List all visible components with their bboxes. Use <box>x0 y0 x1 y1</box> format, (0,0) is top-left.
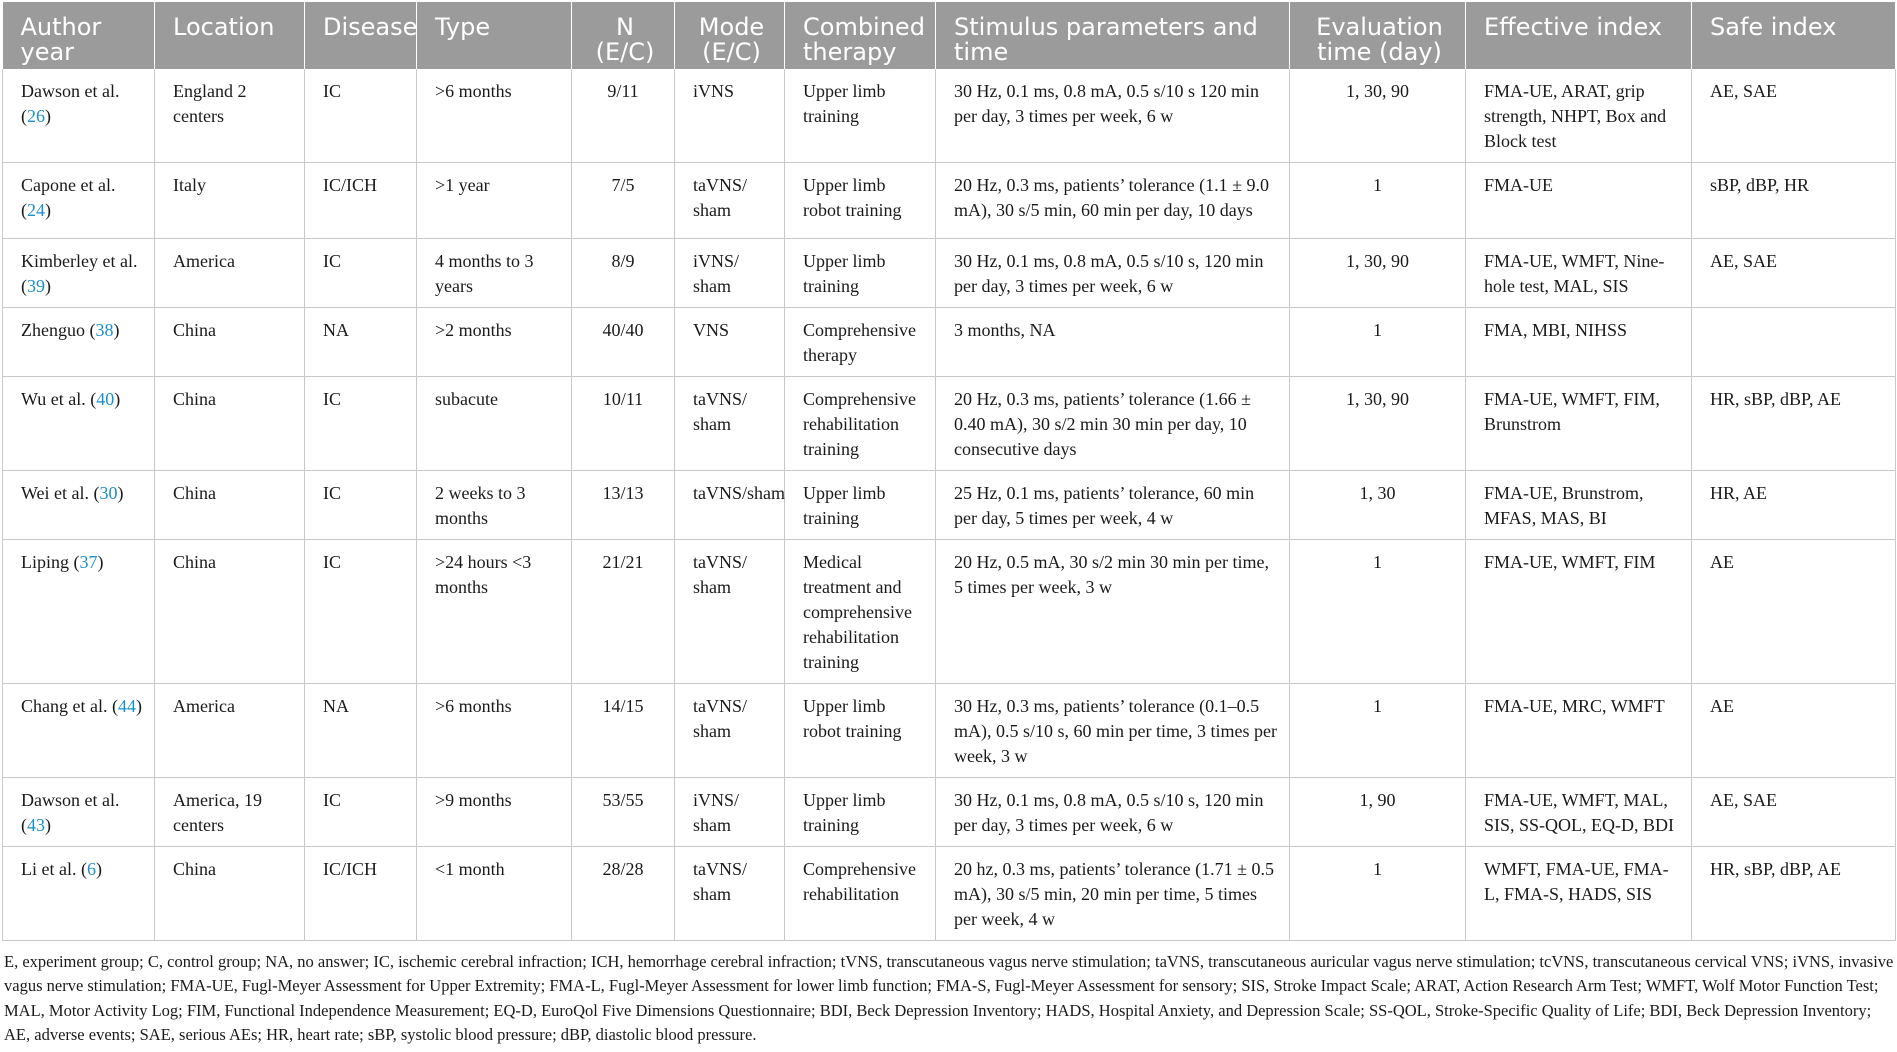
author-close-paren: ) <box>45 276 51 296</box>
safe-index-cell: AE, SAE <box>1692 69 1896 163</box>
stimulus-parameters-cell: 20 hz, 0.3 ms, patients’ tolerance (1.71 ± 0.5 mA), 30 s/5 min, 20 min per time, 5 times per week, 4 w <box>936 847 1290 941</box>
table-row <box>3 471 1896 540</box>
location-cell: China <box>155 847 305 941</box>
author-cell <box>3 69 155 163</box>
effective-index-cell: FMA, MBI, NIHSS <box>1466 308 1692 377</box>
sample-size-cell: 7/5 <box>572 163 675 239</box>
reference-link[interactable]: 44 <box>117 696 136 716</box>
disease-cell: IC <box>305 377 417 471</box>
sample-size-cell: 53/55 <box>572 778 675 847</box>
author-name: Li et al. ( <box>21 859 87 879</box>
disease-cell: IC/ICH <box>305 163 417 239</box>
combined-therapy-cell: Medical treatment and comprehensive rehabilitation training <box>785 540 936 684</box>
author-cell <box>3 239 155 308</box>
combined-therapy-cell: Upper limb robot training <box>785 684 936 778</box>
author-name: Dawson et al. ( <box>21 81 120 126</box>
combined-therapy-cell: Upper limb training <box>785 778 936 847</box>
author-close-paren: ) <box>97 552 104 572</box>
author-close-paren: ) <box>113 320 120 340</box>
safe-index-cell: AE <box>1692 540 1896 684</box>
evaluation-time-cell: 1, 30, 90 <box>1290 69 1466 163</box>
author-name: Zhenguo ( <box>21 320 96 340</box>
table-row <box>3 239 1896 308</box>
column-header: Disease <box>305 2 417 69</box>
header-row <box>3 2 1896 69</box>
type-cell: 4 months to 3 years <box>417 239 572 308</box>
mode-cell: taVNS/ sham <box>675 377 785 471</box>
disease-cell: IC <box>305 540 417 684</box>
author-close-paren: ) <box>45 815 51 835</box>
author-name: Capone et al. ( <box>21 175 116 220</box>
sample-size-cell: 9/11 <box>572 69 675 163</box>
safe-index-cell: AE, SAE <box>1692 778 1896 847</box>
sample-size-cell: 21/21 <box>572 540 675 684</box>
mode-cell: VNS <box>675 308 785 377</box>
column-header: Stimulus parameters and time <box>936 2 1290 69</box>
type-cell: >2 months <box>417 308 572 377</box>
column-header: Location <box>155 2 305 69</box>
column-header: Evaluation time (day) <box>1290 2 1466 69</box>
table-body <box>3 69 1896 941</box>
effective-index-cell: FMA-UE, Brunstrom, MFAS, MAS, BI <box>1466 471 1692 540</box>
stimulus-parameters-cell: 20 Hz, 0.3 ms, patients’ tolerance (1.66 ± 0.40 mA), 30 s/2 min 30 min per day, 10 consecutive days <box>936 377 1290 471</box>
table-footnote: E, experiment group; C, control group; NA, no answer; IC, ischemic cerebral infraction; ICH, hemorrhage cerebral infraction; tVNS, transcutaneous vagus nerve stimulation; taVNS, transcutaneous auricular vagus nerve stimulation; tcVNS, transcutaneous cervical VNS; iVNS, invasive vagus nerve stimulation; FMA-UE, Fugl-Meyer Assessment for Upper Extremity; FMA-L, Fugl-Meyer Assessment for lower limb function; FMA-S, Fugl-Meyer Assessment for sensory; SIS, Stroke Impact Scale; ARAT, Action Research Arm Test; WMFT, Wolf Motor Function Test; MAL, Motor Activity Log; FIM, Functional Independence Measurement; EQ-D, EuroQol Five Dimensions Questionnaire; BDI, Beck Depression Inventory; HADS, Hospital Anxiety, and Depression Scale; SS-QOL, Stroke-Specific Quality of Life; BDI, Beck Depression Inventory; AE, adverse events; SAE, serious AEs; HR, heart rate; sBP, systolic blood pressure; dBP, diastolic blood pressure. <box>4 952 1894 1045</box>
effective-index-cell: FMA-UE, MRC, WMFT <box>1466 684 1692 778</box>
location-cell: America, 19 centers <box>155 778 305 847</box>
disease-cell: IC <box>305 69 417 163</box>
table-row <box>3 778 1896 847</box>
type-cell: 2 weeks to 3 months <box>417 471 572 540</box>
evaluation-time-cell: 1, 30, 90 <box>1290 377 1466 471</box>
author-close-paren: ) <box>117 483 124 503</box>
author-cell <box>3 847 155 941</box>
evaluation-time-cell: 1, 30 <box>1290 471 1466 540</box>
disease-cell: IC <box>305 239 417 308</box>
author-cell <box>3 778 155 847</box>
location-cell: China <box>155 471 305 540</box>
column-header: Combined therapy <box>785 2 936 69</box>
author-name: Kimberley et al. ( <box>21 251 138 296</box>
safe-index-cell: AE <box>1692 684 1896 778</box>
stimulus-parameters-cell: 30 Hz, 0.1 ms, 0.8 mA, 0.5 s/10 s, 120 min per day, 3 times per week, 6 w <box>936 778 1290 847</box>
stimulus-parameters-cell: 20 Hz, 0.3 ms, patients’ tolerance (1.1 ± 9.0 mA), 30 s/5 min, 60 min per day, 10 days <box>936 163 1290 239</box>
location-cell: America <box>155 684 305 778</box>
effective-index-cell: FMA-UE, WMFT, Nine-hole test, MAL, SIS <box>1466 239 1692 308</box>
mode-cell: taVNS/ sham <box>675 540 785 684</box>
type-cell: >24 hours <3 months <box>417 540 572 684</box>
reference-link[interactable]: 26 <box>27 106 45 126</box>
type-cell: <1 month <box>417 847 572 941</box>
disease-cell: NA <box>305 308 417 377</box>
location-cell: Italy <box>155 163 305 239</box>
evaluation-time-cell: 1 <box>1290 308 1466 377</box>
stimulus-parameters-cell: 3 months, NA <box>936 308 1290 377</box>
type-cell: >6 months <box>417 69 572 163</box>
stimulus-parameters-cell: 20 Hz, 0.5 mA, 30 s/2 min 30 min per time, 5 times per week, 3 w <box>936 540 1290 684</box>
table-row <box>3 540 1896 684</box>
sample-size-cell: 10/11 <box>572 377 675 471</box>
stimulus-parameters-cell: 30 Hz, 0.3 ms, patients’ tolerance (0.1–0.5 mA), 0.5 s/10 s, 60 min per time, 3 times per week, 3 w <box>936 684 1290 778</box>
combined-therapy-cell: Upper limb robot training <box>785 163 936 239</box>
author-name: Wei et al. ( <box>21 483 100 503</box>
sample-size-cell: 13/13 <box>572 471 675 540</box>
evaluation-time-cell: 1, 90 <box>1290 778 1466 847</box>
reference-link[interactable]: 24 <box>27 200 45 220</box>
combined-therapy-cell: Upper limb training <box>785 239 936 308</box>
author-name: Wu et al. ( <box>21 389 97 409</box>
mode-cell: taVNS/ sham <box>675 847 785 941</box>
author-cell <box>3 540 155 684</box>
reference-link[interactable]: 39 <box>27 276 45 296</box>
type-cell: >6 months <box>417 684 572 778</box>
effective-index-cell: WMFT, FMA-UE, FMA-L, FMA-S, HADS, SIS <box>1466 847 1692 941</box>
combined-therapy-cell: Upper limb training <box>785 471 936 540</box>
table-row <box>3 847 1896 941</box>
author-cell <box>3 471 155 540</box>
reference-link[interactable]: 43 <box>27 815 45 835</box>
author-close-paren: ) <box>45 200 51 220</box>
sample-size-cell: 28/28 <box>572 847 675 941</box>
location-cell: England 2 centers <box>155 69 305 163</box>
evaluation-time-cell: 1 <box>1290 163 1466 239</box>
stimulus-parameters-cell: 30 Hz, 0.1 ms, 0.8 mA, 0.5 s/10 s 120 min per day, 3 times per week, 6 w <box>936 69 1290 163</box>
table-row <box>3 69 1896 163</box>
column-header: Mode (E/C) <box>675 2 785 69</box>
study-table-container <box>2 2 1895 941</box>
evaluation-time-cell: 1 <box>1290 540 1466 684</box>
disease-cell: IC <box>305 471 417 540</box>
evaluation-time-cell: 1 <box>1290 684 1466 778</box>
safe-index-cell: HR, AE <box>1692 471 1896 540</box>
combined-therapy-cell: Comprehensive rehabilitation <box>785 847 936 941</box>
location-cell: China <box>155 377 305 471</box>
safe-index-cell: HR, sBP, dBP, AE <box>1692 377 1896 471</box>
combined-therapy-cell: Comprehensive rehabilitation training <box>785 377 936 471</box>
effective-index-cell: FMA-UE, ARAT, grip strength, NHPT, Box and Block test <box>1466 69 1692 163</box>
mode-cell: taVNS/ sham <box>675 684 785 778</box>
type-cell: subacute <box>417 377 572 471</box>
sample-size-cell: 14/15 <box>572 684 675 778</box>
table-row <box>3 377 1896 471</box>
disease-cell: NA <box>305 684 417 778</box>
location-cell: America <box>155 239 305 308</box>
effective-index-cell: FMA-UE, WMFT, FIM <box>1466 540 1692 684</box>
stimulus-parameters-cell: 30 Hz, 0.1 ms, 0.8 mA, 0.5 s/10 s, 120 min per day, 3 times per week, 6 w <box>936 239 1290 308</box>
author-close-paren: ) <box>95 859 102 879</box>
combined-therapy-cell: Upper limb training <box>785 69 936 163</box>
reference-link[interactable]: 6 <box>86 859 96 879</box>
evaluation-time-cell: 1, 30, 90 <box>1290 239 1466 308</box>
mode-cell: taVNS/ sham <box>675 163 785 239</box>
column-header: Effective index <box>1466 2 1692 69</box>
type-cell: >9 months <box>417 778 572 847</box>
combined-therapy-cell: Comprehensive therapy <box>785 308 936 377</box>
reference-link[interactable]: 30 <box>99 483 118 503</box>
safe-index-cell: sBP, dBP, HR <box>1692 163 1896 239</box>
author-name: Chang et al. ( <box>21 696 118 716</box>
column-header: Type <box>417 2 572 69</box>
disease-cell: IC <box>305 778 417 847</box>
author-name: Dawson et al. ( <box>21 790 120 835</box>
effective-index-cell: FMA-UE, WMFT, MAL, SIS, SS-QOL, EQ-D, BDI <box>1466 778 1692 847</box>
author-close-paren: ) <box>114 389 121 409</box>
evaluation-time-cell: 1 <box>1290 847 1466 941</box>
effective-index-cell: FMA-UE <box>1466 163 1692 239</box>
sample-size-cell: 40/40 <box>572 308 675 377</box>
column-header: Author year <box>3 2 155 69</box>
column-header: Safe index <box>1692 2 1896 69</box>
safe-index-cell: HR, sBP, dBP, AE <box>1692 847 1896 941</box>
author-cell <box>3 377 155 471</box>
mode-cell: iVNS/ sham <box>675 239 785 308</box>
location-cell: China <box>155 308 305 377</box>
safe-index-cell <box>1692 308 1896 377</box>
author-cell <box>3 308 155 377</box>
author-close-paren: ) <box>45 106 51 126</box>
table-row <box>3 684 1896 778</box>
mode-cell: iVNS <box>675 69 785 163</box>
type-cell: >1 year <box>417 163 572 239</box>
effective-index-cell: FMA-UE, WMFT, FIM, Brunstrom <box>1466 377 1692 471</box>
author-name: Liping ( <box>21 552 80 572</box>
safe-index-cell: AE, SAE <box>1692 239 1896 308</box>
reference-link[interactable]: 37 <box>79 552 98 572</box>
reference-link[interactable]: 38 <box>95 320 114 340</box>
author-close-paren: ) <box>135 696 142 716</box>
column-header: N (E/C) <box>572 2 675 69</box>
mode-cell: iVNS/ sham <box>675 778 785 847</box>
mode-cell: taVNS/sham <box>675 471 785 540</box>
author-cell <box>3 163 155 239</box>
table-row <box>3 163 1896 239</box>
reference-link[interactable]: 40 <box>96 389 115 409</box>
disease-cell: IC/ICH <box>305 847 417 941</box>
location-cell: China <box>155 540 305 684</box>
table-row <box>3 308 1896 377</box>
study-characteristics-table <box>2 2 1896 941</box>
author-cell <box>3 684 155 778</box>
stimulus-parameters-cell: 25 Hz, 0.1 ms, patients’ tolerance, 60 min per day, 5 times per week, 4 w <box>936 471 1290 540</box>
sample-size-cell: 8/9 <box>572 239 675 308</box>
